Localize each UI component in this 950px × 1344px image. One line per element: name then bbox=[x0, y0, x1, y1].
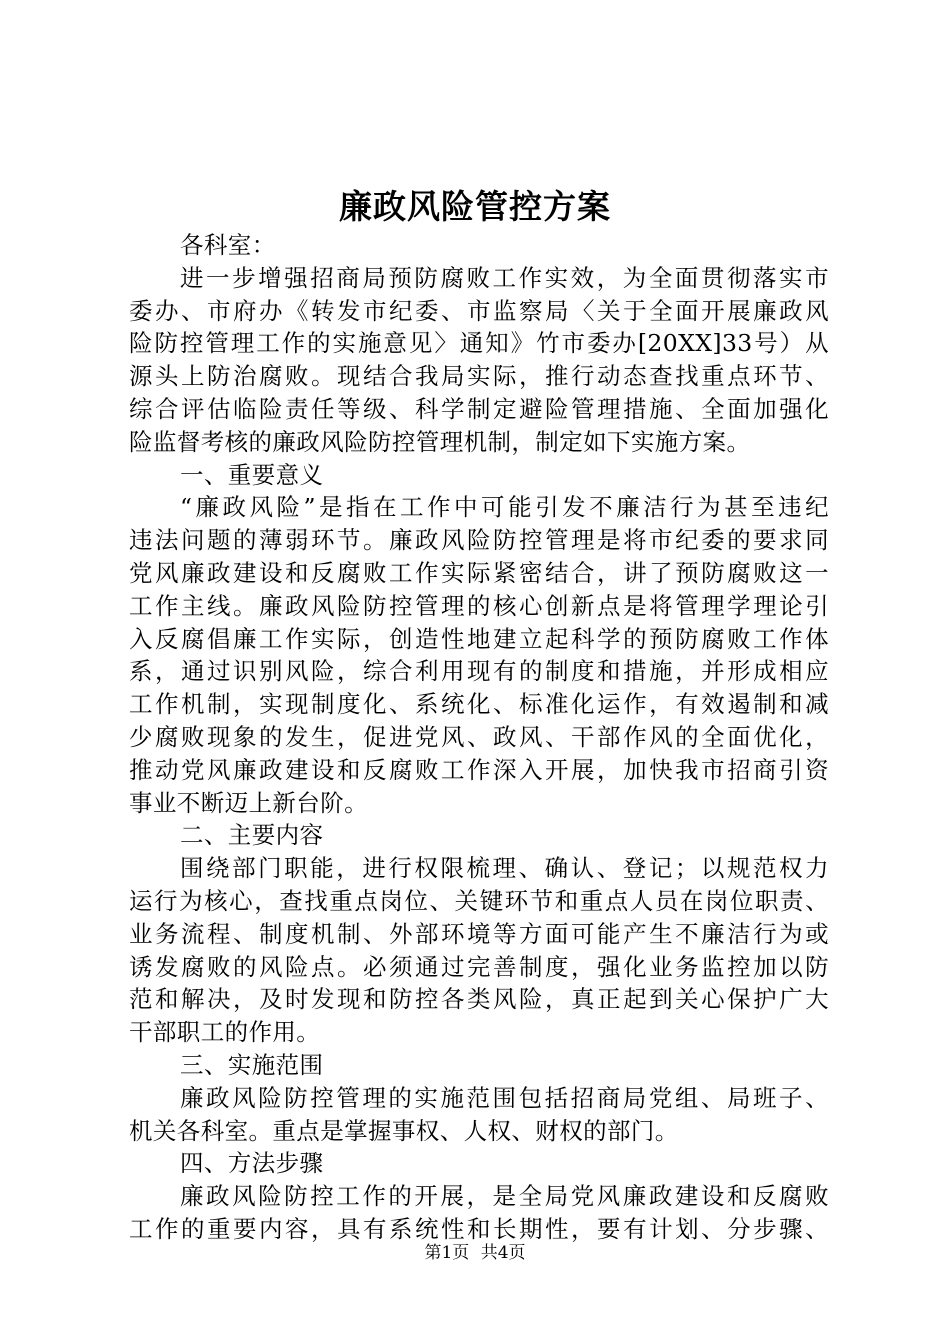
text-line: 党风廉政建设和反腐败工作实际紧密结合，讲了预防腐败这一 bbox=[129, 558, 829, 587]
text-line: 少腐败现象的发生，促进党风、政风、干部作风的全面优化， bbox=[129, 722, 829, 751]
text-line: 廉政风险防控管理的实施范围包括招商局党组、局班子、 bbox=[180, 1083, 829, 1112]
text-line: 工作的重要内容，具有系统性和长期性，要有计划、分步骤、 bbox=[129, 1214, 829, 1243]
text-line: 事业不断迈上新台阶。 bbox=[129, 788, 368, 817]
text-line: 源头上防治腐败。现结合我局实际，推行动态查找重点环节、 bbox=[129, 362, 829, 391]
text-line: 险防控管理工作的实施意见〉通知》竹市委办[20XX]33号）从 bbox=[129, 329, 829, 358]
document-body bbox=[129, 229, 829, 1246]
text-line: 廉政风险防控工作的开展，是全局党风廉政建设和反腐败 bbox=[180, 1182, 829, 1211]
text-line: 工作主线。廉政风险防控管理的核心创新点是将管理学理论引 bbox=[129, 591, 829, 620]
text-line: 运行为核心，查找重点岗位、关键环节和重点人员在岗位职责、 bbox=[129, 886, 829, 915]
text-line: 干部职工的作用。 bbox=[129, 1018, 321, 1047]
page-number: 第1页 bbox=[424, 1243, 470, 1263]
text-line: 系，通过识别风险，综合利用现有的制度和措施，并形成相应 bbox=[129, 657, 829, 686]
text-line: 四、方法步骤 bbox=[180, 1149, 324, 1178]
text-line: 范和解决，及时发现和防控各类风险，真正起到关心保护广大 bbox=[129, 985, 829, 1014]
text-line: 委办、市府办《转发市纪委、市监察局〈关于全面开展廉政风 bbox=[129, 296, 829, 325]
text-line: 机关各科室。重点是掌握事权、人权、财权的部门。 bbox=[129, 1116, 679, 1145]
text-line: 围绕部门职能，进行权限梳理、确认、登记；以规范权力 bbox=[180, 854, 829, 883]
text-line: 综合评估临险责任等级、科学制定避险管理措施、全面加强化 bbox=[129, 394, 829, 423]
text-line: 推动党风廉政建设和反腐败工作深入开展，加快我市招商引资 bbox=[129, 755, 829, 784]
text-line: 违法问题的薄弱环节。廉政风险防控管理是将市纪委的要求同 bbox=[129, 526, 829, 555]
text-line: 各科室： bbox=[180, 231, 276, 259]
text-line: 三、实施范围 bbox=[180, 1050, 324, 1079]
text-line: 进一步增强招商局预防腐败工作实效，为全面贯彻落实市 bbox=[180, 263, 829, 292]
text-line: 入反腐倡廉工作实际，创造性地建立起科学的预防腐败工作体 bbox=[129, 624, 829, 653]
text-line: “廉政风险”是指在工作中可能引发不廉洁行为甚至违纪 bbox=[180, 493, 829, 522]
document-title: 廉政风险管控方案 bbox=[339, 187, 611, 226]
text-line: 工作机制，实现制度化、系统化、标准化运作，有效遏制和减 bbox=[129, 690, 829, 719]
text-line: 险监督考核的廉政风险防控管理机制，制定如下实施方案。 bbox=[129, 427, 751, 456]
text-line: 诱发腐败的风险点。必须通过完善制度，强化业务监控加以防 bbox=[129, 952, 829, 981]
page-footer bbox=[0, 1241, 950, 1265]
page-total: 共4页 bbox=[480, 1243, 526, 1263]
text-line: 业务流程、制度机制、外部环境等方面可能产生不廉洁行为或 bbox=[129, 919, 829, 948]
text-line: 一、重要意义 bbox=[180, 460, 324, 489]
text-line: 二、主要内容 bbox=[180, 821, 324, 850]
